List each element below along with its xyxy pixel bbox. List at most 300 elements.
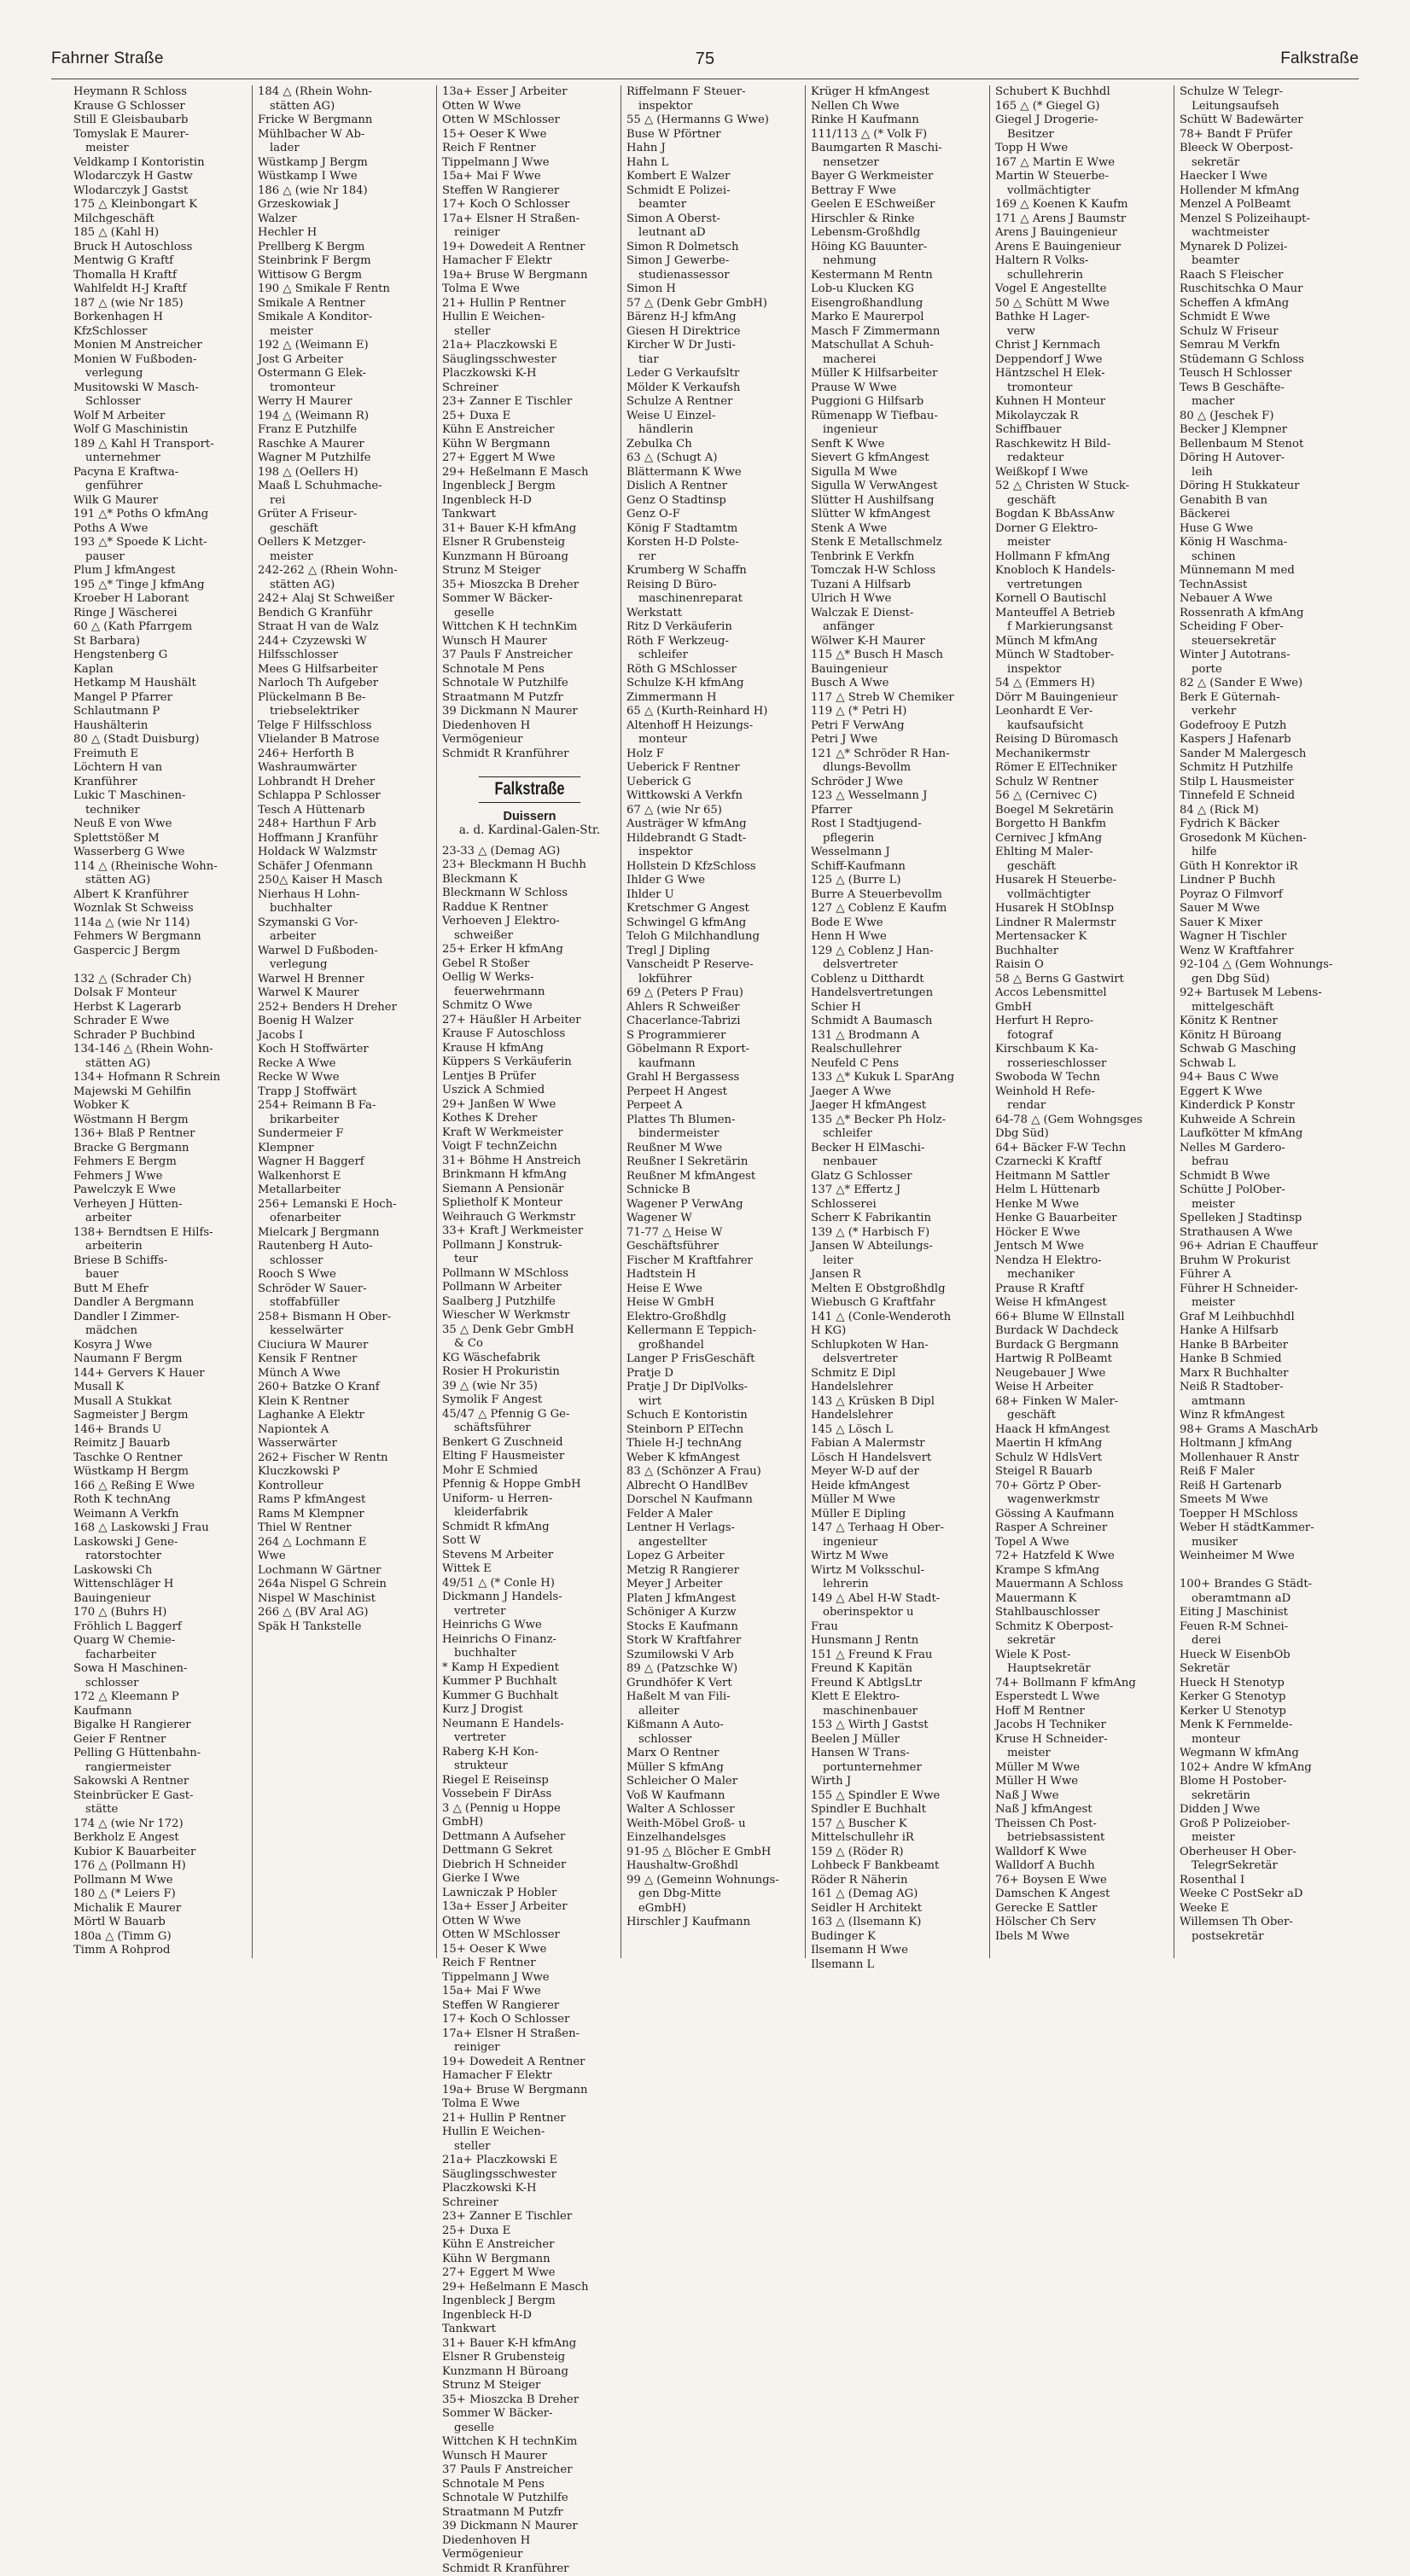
directory-entry: Holdack W Walzmstr [258,846,433,860]
directory-entry: verkehr [1180,705,1355,719]
directory-entry: Pollmann W Arbeiter [442,1281,617,1295]
directory-entry: Warwel D Fußboden- [258,945,433,959]
directory-entry: Mentwig G Kraftf [73,254,248,269]
directory-entry: Bruhm W Prokurist [1180,1254,1355,1269]
directory-entry: Kosyra J Wwe [73,1339,248,1353]
directory-entry: wachtmeister [1180,226,1355,241]
directory-entry: Dandler A Bergmann [73,1296,248,1311]
directory-entry: Simon H [626,282,801,297]
directory-entry: Prause W Wwe [811,381,986,396]
directory-entry: Senft K Wwe [811,438,986,452]
directory-entry: Ciuciura W Maurer [258,1339,433,1353]
column-5 [806,85,990,1958]
directory-entry: kaufmann [626,1057,801,1072]
directory-entry: Kerker U Stenotyp [1180,1705,1355,1719]
directory-entry: St Barbara) [73,635,248,649]
directory-entry: Chacerlance-Tabrizi [626,1015,801,1029]
directory-entry: Schwab G Masching [1180,1043,1355,1057]
directory-entry: Ingenbleck J Bergm [442,2294,617,2309]
directory-entry: Burdack G Bergmann [995,1339,1170,1353]
directory-entry: 84 △ (Rick M) [1180,804,1355,818]
directory-entry: Weeke E [1180,1902,1355,1916]
directory-entry: Lochmann W Gärtner [258,1564,433,1579]
directory-entry: delsvertreter [811,958,986,973]
directory-entry: Tippelmann J Wwe [442,156,617,171]
directory-entry: stätte [73,1803,248,1817]
directory-entry: Knobloch K Handels- [995,564,1170,579]
directory-entry: 184 △ (Rhein Wohn- [258,85,433,100]
directory-entry: 35+ Mioszcka B Dreher [442,2393,617,2408]
directory-entry: Mauermann A Schloss [995,1578,1170,1592]
directory-entry: 64-78 △ (Gem Wohngsges [995,1114,1170,1128]
directory-entry: Ingenbleck J Bergm [442,480,617,494]
directory-entry: Rinke H Kaufmann [811,113,986,128]
directory-entry: Eisengroßhandlung [811,297,986,311]
directory-entry: 114 △ (Rheinische Wohn- [73,860,248,875]
directory-entry: Simon R Dolmetsch [626,241,801,255]
directory-entry: leutnant aD [626,226,801,241]
directory-entry: Warwel H Brenner [258,973,433,987]
directory-entry: Burre A Steuerbevollm [811,888,986,903]
directory-entry: Sundermeier F [258,1127,433,1142]
directory-entry: Meyer W-D auf der [811,1465,986,1480]
directory-entry: 189 △ Kahl H Transport- [73,438,248,452]
directory-entry: Musall A Stukkat [73,1395,248,1410]
directory-entry: Haushaltw-Großhdl [626,1859,801,1874]
directory-entry: 138+ Berndtsen E Hilfs- [73,1226,248,1241]
directory-entry: Langer P FrisGeschäft [626,1352,801,1367]
directory-entry: Schmitz K Oberpost- [995,1620,1170,1635]
directory-entry: Grzeskowiak J [258,198,433,212]
directory-entry: Döring H Stukkateur [1180,480,1355,494]
directory-entry: Müller K Hilfsarbeiter [811,367,986,381]
directory-entry: Gebel R Stoßer [442,957,617,972]
directory-entry: TelegrSekretär [1180,1859,1355,1874]
directory-entry: Güth H Konrektor iR [1180,860,1355,875]
directory-entry: Semrau M Verkfn [1180,339,1355,353]
directory-entry: Handelslehrer [811,1381,986,1395]
directory-entry: Uszick A Schmied [442,1084,617,1098]
directory-entry: 80 △ (Jeschek F) [1180,410,1355,424]
directory-entry: Placzkowski K-H [442,367,617,381]
directory-entry: Altenhoff H Heizungs- [626,719,801,734]
directory-entry: Wasserberg G Wwe [73,846,248,860]
directory-entry: Kensik F Rentner [258,1352,433,1367]
directory-entry: geselle [442,607,617,621]
directory-entry: Smeets M Wwe [1180,1493,1355,1508]
directory-entry: Christ J Kernmach [995,339,1170,353]
directory-entry: Rasper A Schreiner [995,1521,1170,1536]
directory-entry: Majewski M Gehilfin [73,1085,248,1100]
directory-entry: Fabian A Malermstr [811,1437,986,1451]
directory-entry: Oellig W Werks- [442,971,617,986]
directory-entry: ingenieur [811,1536,986,1550]
directory-entry: inspektor [995,663,1170,677]
directory-entry: 117 △ Streb W Chemiker [811,691,986,706]
directory-entry: 139 △ (* Harbisch F) [811,1226,986,1241]
directory-entry: Monien W Fußboden- [73,353,248,368]
directory-entry: Sievert G kfmAngest [811,451,986,466]
directory-entry: Veldkamp I Kontoristin [73,156,248,171]
directory-entry: 102+ Andre W kfmAng [1180,1761,1355,1776]
directory-entry: Holz F [626,747,801,762]
directory-entry: 143 △ Krüsken B Dipl [811,1395,986,1410]
directory-entry: Hanke B BArbeiter [1180,1339,1355,1353]
directory-entry: ratorstochter [73,1550,248,1564]
directory-entry: Mohr E Schmied [442,1464,617,1479]
directory-entry: Hollmann F kfmAng [995,550,1170,565]
directory-entry: Lindner R Malermstr [995,916,1170,931]
directory-entry: Lopez G Arbeiter [626,1550,801,1564]
directory-entry: Winter J Autotrans- [1180,648,1355,663]
directory-entry: Tomyslak E Maurer- [73,128,248,142]
directory-entry: Kaspers J Hafenarb [1180,733,1355,747]
directory-entry: Schuch E Kontoristin [626,1409,801,1423]
directory-entry: Pollmann J Konstruk- [442,1239,617,1253]
directory-entry: 56 △ (Cernivec C) [995,789,1170,804]
directory-entry: 74+ Bollmann F kfmAng [995,1677,1170,1691]
directory-entry: anfänger [811,620,986,635]
directory-entry: Führer A [1180,1268,1355,1282]
directory-entry: 246+ Herforth B [258,747,433,762]
column-1 [68,85,253,1958]
column-4 [621,85,806,1958]
directory-entry: meister [1180,1296,1355,1311]
directory-entry: Nellen Ch Wwe [811,100,986,114]
directory-entry: Hirschler & Rinke [811,212,986,227]
directory-entry: Kranführer [73,776,248,790]
directory-entry: Dettmann G Sekret [442,1844,617,1858]
header-right-street: Falkstraße [1280,49,1359,68]
directory-entry: Winz R kfmAngest [1180,1409,1355,1423]
directory-entry: Diedenhoven H [442,2534,617,2549]
directory-entry: Mangel P Pfarrer [73,691,248,706]
directory-entry: Elektro-Großhdlg [626,1311,801,1325]
directory-entry: Fischer M Kraftfahrer [626,1254,801,1269]
directory-entry: Schmidt E Wwe [1180,311,1355,325]
directory-entry: 163 △ (Ilsemann K) [811,1916,986,1930]
directory-entry: 258+ Bismann H Ober- [258,1311,433,1325]
directory-entry: teur [442,1253,617,1267]
directory-entry: alleiter [626,1705,801,1719]
directory-entry: Tolma E Wwe [442,2097,617,2112]
directory-entry: 260+ Batzke O Kranf [258,1381,433,1395]
directory-entry: 92-104 △ (Gem Wohnungs- [1180,958,1355,973]
directory-entry: 135 △* Becker Ph Holz- [811,1114,986,1128]
directory-entry: Neufeld C Pens [811,1057,986,1072]
directory-entry: meister [995,1747,1170,1761]
directory-entry: arbeiter [258,930,433,945]
directory-entry: Vossebein F DirAss [442,1788,617,1802]
directory-entry: Hetkamp M Haushält [73,677,248,691]
directory-entry: Thiel W Rentner [258,1521,433,1536]
directory-entry: gen Dbg Süd) [1180,973,1355,987]
directory-entry: Weeke C PostSekr aD [1180,1887,1355,1902]
directory-entry: Weihrauch G Werkmstr [442,1211,617,1225]
directory-entry: Haushälterin [73,719,248,734]
directory-entry: Neumann E Handels- [442,1718,617,1732]
directory-entry: Matschullat A Schuh- [811,339,986,353]
street-name-falkstrasse: Falkstraße [479,776,580,803]
directory-entry: Wiebusch G Kraftfahr [811,1296,986,1311]
directory-entry: Briese B Schiffs- [73,1254,248,1269]
directory-entry: Mühlbacher W Ab- [258,128,433,142]
directory-entry: sekretär [1180,156,1355,171]
directory-entry: 252+ Benders H Dreher [258,1001,433,1015]
directory-entry: Hanke B Schmied [1180,1352,1355,1367]
directory-entry: 39 Dickmann N Maurer [442,2520,617,2534]
directory-entry: Schulze K-H kfmAng [626,677,801,691]
directory-entry: Hadtstein H [626,1268,801,1282]
directory-entry: tromonteur [995,381,1170,396]
directory-entry: oberinspektor u [811,1606,986,1620]
directory-entry: Scheiding F Ober- [1180,620,1355,635]
directory-entry: 123 △ Wesselmann J [811,789,986,804]
directory-entry: 145 △ Lösch L [811,1423,986,1438]
directory-entry: 127 △ Coblenz E Kaufm [811,902,986,916]
directory-entry: 82 △ (Sander E Wwe) [1180,677,1355,691]
directory-entry: Teusch H Schlosser [1180,367,1355,381]
directory-entry: Wittchen K H technKim [442,620,617,635]
directory-entry: Mynarek D Polizei- [1180,241,1355,255]
directory-entry: 165 △ (* Giegel G) [995,100,1170,114]
directory-entry: Hahn J [626,142,801,156]
directory-entry: Recke A Wwe [258,1057,433,1072]
directory-entry: Hamacher F Elektr [442,2069,617,2084]
directory-entry: Heise W GmbH [626,1296,801,1311]
directory-entry: Straat H van de Walz [258,620,433,635]
directory-entry: Scherr K Fabrikantin [811,1212,986,1226]
directory-entry: Topel A Wwe [995,1536,1170,1550]
directory-entry: nehmung [811,254,986,269]
directory-entry: 94+ Baus C Wwe [1180,1071,1355,1085]
directory-entry: Münnemann M med [1180,564,1355,579]
directory-entry: lokführer [626,973,801,987]
directory-entry: Könitz K Rentner [1180,1015,1355,1029]
directory-entry: Reiß F Maler [1180,1465,1355,1480]
directory-entry: Krumberg W Schaffn [626,564,801,579]
directory-entry: Schiffbauer [995,423,1170,438]
directory-entry: vertreter [442,1731,617,1746]
directory-entry: Schwab L [1180,1057,1355,1072]
directory-entry: 167 △ Martin E Wwe [995,156,1170,171]
directory-entry: Schulz W Friseur [1180,325,1355,340]
directory-entry: Schulze W Telegr- [1180,85,1355,100]
directory-entry: Schnotale W Putzhilfe [442,2492,617,2506]
directory-entry: Fricke W Bergmann [258,113,433,128]
directory-entry: tiar [626,353,801,368]
directory-entry: Straatmann M Putzfr [442,2506,617,2521]
directory-entry: buchhalter [258,902,433,916]
directory-entry: 13a+ Esser J Arbeiter [442,85,617,100]
directory-entry: S Programmierer [626,1029,801,1044]
directory-entry: Hoffmann J Kranführ [258,832,433,846]
directory-entry: 71-77 △ Heise W [626,1226,801,1241]
directory-entry: unternehmer [73,451,248,466]
directory-entry: 151 △ Freund K Frau [811,1649,986,1663]
directory-entry: 175 △ Kleinbongart K [73,198,248,212]
directory-entry: Reiß H Gartenarb [1180,1480,1355,1494]
directory-entry: Röth F Werkzeug- [626,635,801,649]
directory-entry: 52 △ Christen W Stuck- [995,480,1170,494]
directory-entry: Hansen W Trans- [811,1747,986,1761]
directory-entry: Raberg K-H Kon- [442,1746,617,1760]
directory-entry: Kinderdick P Konstr [1180,1099,1355,1114]
directory-entry: 172 △ Kleemann P [73,1690,248,1705]
directory-entry: Accos Lebensmittel [995,986,1170,1001]
directory-entry: stätten AG) [258,100,433,114]
directory-entry: Thiele H-J technAng [626,1437,801,1451]
directory-entry: Tews B Geschäfte- [1180,381,1355,396]
directory-entry: lader [258,142,433,156]
directory-entry: Rooch S Wwe [258,1268,433,1282]
directory-entry: Schütte J PolOber- [1180,1183,1355,1198]
directory-entry: 27+ Eggert M Wwe [442,2266,617,2281]
directory-entry: 29+ Heßelmann E Masch [442,2281,617,2295]
directory-entry: Tuzani A Hilfsarb [811,579,986,593]
directory-entry: Kircher W Dr Justi- [626,339,801,353]
directory-entry: Musitowski W Masch- [73,381,248,396]
directory-entry: Seidler H Architekt [811,1902,986,1916]
directory-entry: ofenarbeiter [258,1212,433,1226]
directory-entry: Verheyen J Hütten- [73,1198,248,1212]
directory-entry: Toepper H MSchloss [1180,1508,1355,1522]
directory-entry: Dörr M Bauingenieur [995,691,1170,706]
directory-entry: Walldorf A Buchh [995,1859,1170,1874]
directory-entry: Fehmers E Bergm [73,1155,248,1170]
directory-entry: Blättermann K Wwe [626,466,801,480]
directory-entry: derei [1180,1634,1355,1649]
directory-entry: Schleicher O Maler [626,1775,801,1789]
directory-entry: pflegerin [811,832,986,846]
street-start-note: a. d. Kardinal-Galen-Str. [442,823,617,838]
directory-entry: Bode E Wwe [811,916,986,931]
directory-entry: Boenig H Walzer [258,1015,433,1029]
directory-entry: Jaeger A Wwe [811,1085,986,1100]
directory-entry: 92+ Bartusek M Lebens- [1180,986,1355,1001]
directory-entry: Elsner R Grubensteig [442,536,617,550]
directory-entry: Wagener P VerwAng [626,1198,801,1212]
directory-entry: Henke G Bauarbeiter [995,1212,1170,1226]
directory-entry: vollmächtigter [995,888,1170,903]
directory-entry: Wirtz M Volksschul- [811,1564,986,1579]
directory-entry: rosseriesсhlosser [995,1057,1170,1072]
directory-entry: Stocks E Kaufmann [626,1620,801,1635]
directory-entry: Wegmann W kfmAng [1180,1747,1355,1761]
directory-entry: Mertensacker K [995,930,1170,945]
directory-entry: Reising D Büro- [626,579,801,593]
directory-entry: Sander M Malergesch [1180,747,1355,762]
directory-entry: Weise H Arbeiter [995,1381,1170,1395]
directory-entry: geschäft [995,860,1170,875]
directory-entry: Poyraz O Filmvorf [1180,888,1355,903]
district-name: Duissern [442,810,617,824]
directory-entry: 33+ Kraft J Werkmeister [442,1224,617,1239]
directory-entry: Ibels M Wwe [995,1930,1170,1945]
directory-entry: rer [626,550,801,565]
directory-entry: Thomalla H Kraftf [73,269,248,283]
directory-entry: Hanke A Hilfsarb [1180,1324,1355,1339]
directory-entry: musiker [1180,1536,1355,1550]
directory-entry: Müller E Dipling [811,1508,986,1522]
directory-entry: Groß P Polizeiober- [1180,1817,1355,1832]
directory-entry: Franz E Putzhilfe [258,423,433,438]
directory-entry: 166 △ Reßing E Wwe [73,1480,248,1494]
directory-entry: Tolma E Wwe [442,282,617,297]
directory-entry: tromonteur [258,381,433,396]
directory-entry: Giesen H Direktrice [626,325,801,340]
directory-entry: Jansen R [811,1268,986,1282]
directory-entry: 21a+ Placzkowski E [442,339,617,353]
directory-entry: 54 △ (Emmers H) [995,677,1170,691]
directory-entry: 19a+ Bruse W Bergmann [442,2084,617,2098]
directory-entry: 23+ Zanner E Tischler [442,2210,617,2224]
directory-entry: Raschke A Maurer [258,438,433,452]
directory-entry: Kunzmann H Büroang [442,2365,617,2380]
directory-entry: Stahlbauschlosser [995,1606,1170,1620]
directory-entry: Weith-Möbel Groß- u [626,1817,801,1832]
directory-entry: amtmann [1180,1395,1355,1410]
directory-entry: Wirth J [811,1775,986,1789]
directory-entry: Woznlak St Schweiss [73,902,248,916]
directory-entry: Splettstößer M [73,832,248,846]
directory-entry: inspektor [626,846,801,860]
directory-entry: Rost I Stadtjugend- [811,817,986,832]
directory-entry: steuersekretär [1180,635,1355,649]
directory-entry: Weinhold H Refe- [995,1085,1170,1100]
directory-entry: 262+ Fischer W Rentn [258,1451,433,1466]
directory-entry: Ostermann G Elek- [258,367,433,381]
directory-entry: Zebulka Ch [626,438,801,452]
directory-entry: Albert K Kranführer [73,888,248,903]
directory-entry: Ihlder G Wwe [626,874,801,888]
directory-entry: 27+ Eggert M Wwe [442,451,617,466]
directory-entry: Sauer K Mixer [1180,916,1355,931]
directory-entry: Sekretär [1180,1662,1355,1677]
directory-entry: meister [1180,1831,1355,1846]
directory-entry: Blome H Postober- [1180,1775,1355,1789]
directory-entry: Hartwig R PolBeamt [995,1352,1170,1367]
directory-entry: 192 △ (Weimann E) [258,339,433,353]
directory-entry: Hechler H [258,226,433,241]
directory-entry: Freund K AbtlgsLtr [811,1677,986,1691]
directory-entry: 149 △ Abel H-W Stadt- [811,1592,986,1607]
directory-entry: 187 △ (wie Nr 185) [73,297,248,311]
directory-entry: Ingenbleck H-D [442,2309,617,2323]
directory-entry: Roth K technAng [73,1493,248,1508]
directory-entry: Reußner M kfmAngest [626,1170,801,1184]
directory-entry: techniker [73,804,248,818]
directory-entry: Schröder W Sauer- [258,1282,433,1297]
directory-entry: Weißkopf I Wwe [995,466,1170,480]
directory-entry: stätten AG) [73,874,248,888]
directory-entry: Sommer W Bäcker- [442,592,617,607]
directory-entry: Tomczak H-W Schloss [811,564,986,579]
directory-entry: maschinenreparat [626,592,801,607]
directory-entry: Haltern R Volks- [995,254,1170,269]
directory-entry: Nispel W Maschinist [258,1592,433,1607]
directory-entry: Walkenhorst E [258,1170,433,1184]
directory-entry: Schrader E Wwe [73,1015,248,1029]
directory-entry: Mörtl W Bauarb [73,1916,248,1930]
directory-entry: * Kamp H Expedient [442,1661,617,1676]
directory-entry: Leder G Verkaufsltr [626,367,801,381]
directory-entry: Damschen K Angest [995,1887,1170,1902]
directory-entry: Wagner H Baggerf [258,1155,433,1170]
directory-entry: Otten W MSchlosser [442,1928,617,1943]
directory-entry: Döring H Autover- [1180,451,1355,466]
directory-entry: Wahlfeldt H-J Kraftf [73,282,248,297]
